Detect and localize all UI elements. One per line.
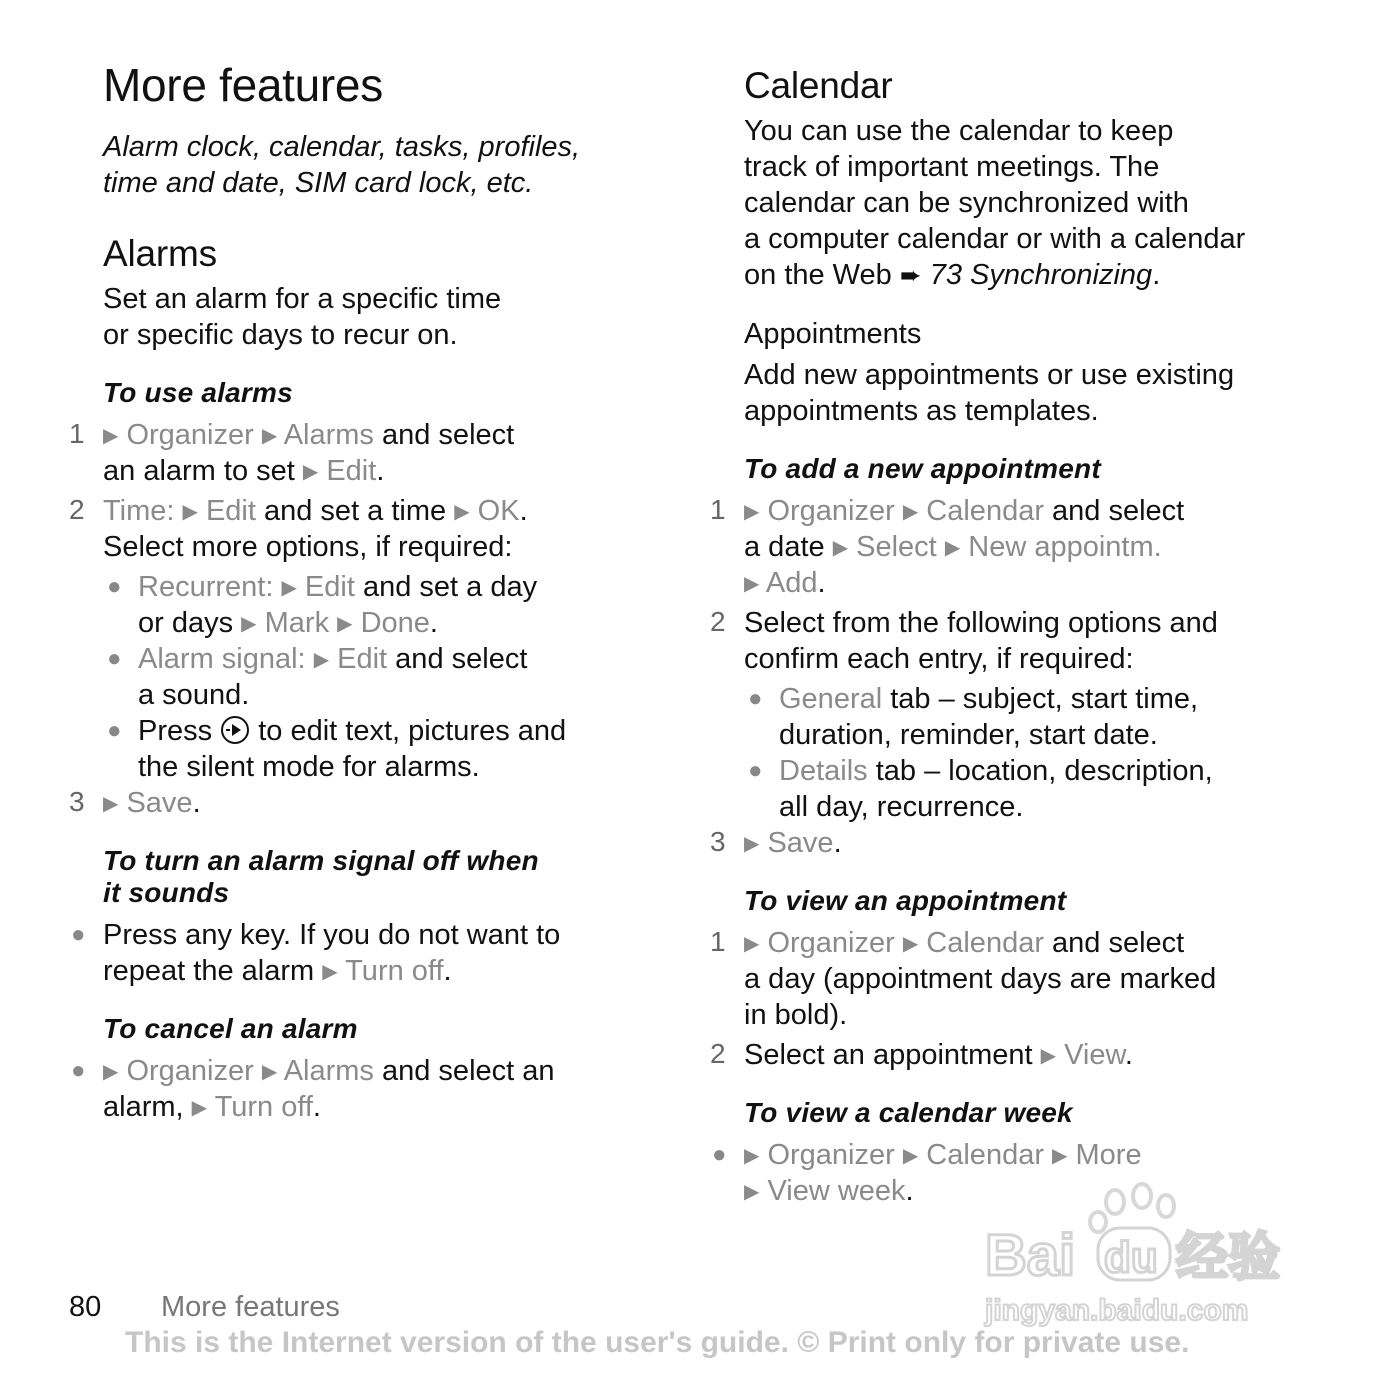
view-step-2	[744, 1037, 1133, 1076]
text: and select	[1043, 495, 1185, 527]
arrow-icon: ▶	[744, 1181, 760, 1203]
text: to edit text, pictures and	[250, 715, 567, 747]
menu-item-select: Select	[856, 531, 937, 563]
text: .	[312, 1091, 321, 1123]
arrow-icon: ▶	[261, 1061, 278, 1083]
page-number: 80	[69, 1291, 102, 1323]
text: an alarm to set	[103, 455, 303, 487]
cancel-line-1	[103, 1053, 555, 1092]
text: .	[1124, 1039, 1133, 1071]
add-step-1-line-2	[744, 529, 1162, 568]
page-title: More features	[103, 59, 383, 111]
arrow-icon: ▶	[832, 537, 849, 559]
text: and select	[373, 419, 515, 451]
turn-off-line-2	[103, 953, 452, 992]
reference-link[interactable]: 73 Synchronizing	[929, 259, 1153, 291]
bullet-details-line-2: all day, recurrence.	[779, 791, 1024, 823]
arrow-icon: ▶	[322, 961, 338, 983]
menu-item-alarms: Alarms	[283, 1055, 374, 1087]
menu-item-organizer: Organizer	[126, 1055, 254, 1087]
use-alarms-heading: To use alarms	[103, 377, 293, 408]
menu-item-add: Add	[765, 567, 818, 599]
menu-item-edit: Edit	[205, 495, 256, 527]
cancel-line-2	[103, 1089, 321, 1128]
menu-item-alarm-signal: Alarm signal:	[138, 643, 306, 675]
menu-item-recurrent: Recurrent:	[138, 571, 274, 603]
arrow-icon: ▶	[241, 613, 257, 635]
step-2-line-2: Select more options, if required:	[103, 531, 513, 563]
bullet-icon: ●	[107, 645, 122, 672]
add-step-1-line-3	[744, 565, 826, 604]
appointments-line-2: appointments as templates.	[744, 395, 1099, 427]
svg-text:经验: 经验	[1176, 1228, 1281, 1288]
step-number: 1	[710, 494, 726, 525]
menu-item-calendar: Calendar	[926, 927, 1044, 959]
alarms-para-2: or specific days to recur on.	[103, 319, 458, 351]
text: .	[429, 607, 438, 639]
bullet-recurrent-line-1	[138, 569, 537, 608]
baidu-watermark-logo	[980, 1180, 1310, 1330]
menu-item-ok: OK	[477, 495, 520, 527]
text: .	[817, 567, 826, 599]
arrow-icon: ▶	[261, 425, 278, 447]
text: repeat the alarm	[103, 955, 323, 987]
calendar-line-3: calendar can be synchronized with	[744, 187, 1189, 219]
turn-off-line-1: Press any key. If you do not want to	[103, 919, 561, 951]
calendar-line-5	[744, 257, 1160, 293]
step-number: 3	[710, 826, 726, 857]
bullet-general-line-2: duration, reminder, start date.	[779, 719, 1158, 751]
menu-item-organizer: Organizer	[126, 419, 254, 451]
menu-item-view: View	[1064, 1039, 1125, 1071]
bullet-signal-line-1	[138, 641, 527, 680]
add-step-2-line-1: Select from the following options and	[744, 607, 1218, 639]
text: and select	[1043, 927, 1185, 959]
text: Select an appointment	[744, 1039, 1041, 1071]
cancel-heading: To cancel an alarm	[103, 1013, 358, 1044]
arrow-icon: ▶	[103, 1061, 119, 1083]
arrow-icon: ▶	[337, 613, 353, 635]
view-step-1-line-2: a day (appointment days are marked	[744, 963, 1217, 995]
appointments-heading: Appointments	[744, 318, 922, 350]
arrow-icon: ▶	[103, 425, 119, 447]
arrow-icon: ▶	[902, 933, 919, 955]
add-step-2-line-2: confirm each entry, if required:	[744, 643, 1134, 675]
text: tab – subject, start time,	[882, 683, 1199, 715]
menu-item-time: Time:	[103, 495, 175, 527]
arrow-icon: ▶	[744, 933, 760, 955]
calendar-line-1: You can use the calendar to keep	[744, 115, 1174, 147]
calendar-heading: Calendar	[744, 65, 893, 106]
text: and set a day	[354, 571, 538, 603]
calendar-line-2: track of important meetings. The	[744, 151, 1160, 183]
arrow-icon: ▶	[302, 461, 319, 483]
menu-item-save: Save	[767, 827, 834, 859]
menu-item-organizer: Organizer	[767, 927, 895, 959]
step-1-line-2	[103, 453, 384, 492]
menu-item-more: More	[1075, 1139, 1142, 1171]
calendar-line-4: a computer calendar or with a calendar	[744, 223, 1246, 255]
footer-usage-note: This is the Internet version of the user's guide. © Print only for private use.	[125, 1326, 1190, 1359]
arrow-icon: ▶	[944, 537, 961, 559]
bullet-signal-line-2: a sound.	[138, 679, 250, 711]
add-appointment-heading: To add a new appointment	[744, 453, 1101, 484]
text: or days	[138, 607, 242, 639]
appointments-line-1: Add new appointments or use existing	[744, 359, 1235, 391]
step-number: 1	[69, 418, 85, 449]
bullet-details-line-1	[779, 753, 1213, 789]
text: and select	[387, 643, 528, 675]
view-step-1-line-1	[744, 925, 1184, 964]
text: tab – location, description,	[867, 755, 1213, 787]
bullet-icon: ●	[748, 685, 763, 712]
menu-item-calendar: Calendar	[926, 495, 1044, 527]
text: on the Web	[744, 259, 900, 291]
step-number: 2	[69, 494, 85, 525]
view-week-line-1	[744, 1137, 1142, 1176]
step-number: 2	[710, 1038, 726, 1069]
text: .	[443, 955, 452, 987]
menu-item-mark: Mark	[264, 607, 330, 639]
bullet-icon: ●	[107, 717, 122, 744]
arrow-icon: ▶	[103, 793, 119, 815]
intro-line-1: Alarm clock, calendar, tasks, profiles,	[103, 131, 581, 163]
arrow-icon: ▶	[744, 501, 760, 523]
reference-arrow-icon: ➨	[899, 260, 922, 290]
menu-item-new-appointment: New appointm.	[968, 531, 1162, 563]
bullet-press-line-2: the silent mode for alarms.	[138, 751, 480, 783]
bullet-icon: ●	[712, 1141, 727, 1168]
menu-item-organizer: Organizer	[767, 1139, 895, 1171]
bullet-icon: ●	[748, 757, 763, 784]
bullet-icon: ●	[107, 573, 122, 600]
bullet-icon: ●	[71, 921, 86, 948]
arrow-icon: ▶	[1052, 1145, 1068, 1167]
menu-item-organizer: Organizer	[767, 495, 895, 527]
arrow-icon: ▶	[313, 649, 330, 671]
turn-off-heading-1: To turn an alarm signal off when	[103, 845, 539, 876]
alarms-heading: Alarms	[103, 233, 217, 274]
arrow-icon: ▶	[454, 501, 470, 523]
tab-general: General	[779, 683, 883, 715]
text: .	[1152, 259, 1161, 291]
text: .	[376, 455, 385, 487]
view-week-line-2	[744, 1173, 914, 1212]
bullet-recurrent-line-2	[138, 605, 438, 644]
menu-item-calendar: Calendar	[926, 1139, 1044, 1171]
view-week-heading: To view a calendar week	[744, 1097, 1073, 1128]
svg-text:du: du	[1104, 1233, 1158, 1282]
bullet-icon: ●	[71, 1057, 86, 1084]
step-number: 3	[69, 786, 85, 817]
text: a date	[744, 531, 833, 563]
svg-text:jingyan.baidu.com: jingyan.baidu.com	[985, 1294, 1249, 1327]
arrow-icon: ▶	[744, 573, 760, 595]
text: .	[833, 827, 842, 859]
arrow-icon: ▶	[902, 1145, 919, 1167]
svg-text:Bai: Bai	[985, 1223, 1076, 1288]
arrow-icon: ▶	[902, 501, 919, 523]
baidu-paw-logo-icon	[980, 1180, 1310, 1330]
menu-item-alarms: Alarms	[283, 419, 374, 451]
step-number: 2	[710, 606, 726, 637]
bullet-general-line-1	[779, 681, 1198, 717]
text: .	[905, 1175, 914, 1207]
view-appointment-heading: To view an appointment	[744, 885, 1067, 916]
step-2-line-1	[103, 493, 528, 532]
menu-item-done: Done	[360, 607, 430, 639]
menu-item-save: Save	[126, 787, 193, 819]
arrow-icon: ▶	[744, 833, 760, 855]
menu-item-edit: Edit	[326, 455, 377, 487]
menu-item-turn-off: Turn off	[214, 1091, 313, 1123]
footer-section-name: More features	[161, 1291, 340, 1323]
arrow-icon: ▶	[191, 1097, 208, 1119]
view-step-1-line-3: in bold).	[744, 999, 848, 1031]
menu-item-edit: Edit	[337, 643, 388, 675]
bullet-press-line-1	[138, 713, 566, 754]
arrow-icon: ▶	[744, 1145, 760, 1167]
turn-off-heading-2: it sounds	[103, 877, 230, 908]
menu-item-edit: Edit	[304, 571, 355, 603]
menu-item-turn-off: Turn off	[345, 955, 444, 987]
text: alarm,	[103, 1091, 192, 1123]
add-step-1-line-1	[744, 493, 1184, 532]
step-3	[103, 785, 201, 824]
step-number: 1	[710, 926, 726, 957]
alarms-para-1: Set an alarm for a specific time	[103, 283, 502, 315]
add-step-3	[744, 825, 842, 864]
arrow-icon: ▶	[1040, 1045, 1057, 1067]
text: .	[192, 787, 201, 819]
arrow-icon: ▶	[281, 577, 297, 599]
arrow-icon: ▶	[182, 501, 198, 523]
text: and select an	[373, 1055, 555, 1087]
intro-line-2: time and date, SIM card lock, etc.	[103, 167, 534, 199]
menu-item-view-week: View week	[767, 1175, 906, 1207]
text: .	[519, 495, 528, 527]
text: and set a time	[255, 495, 455, 527]
text: Press	[138, 715, 221, 747]
tab-details: Details	[779, 755, 868, 787]
step-1-line-1	[103, 417, 514, 456]
